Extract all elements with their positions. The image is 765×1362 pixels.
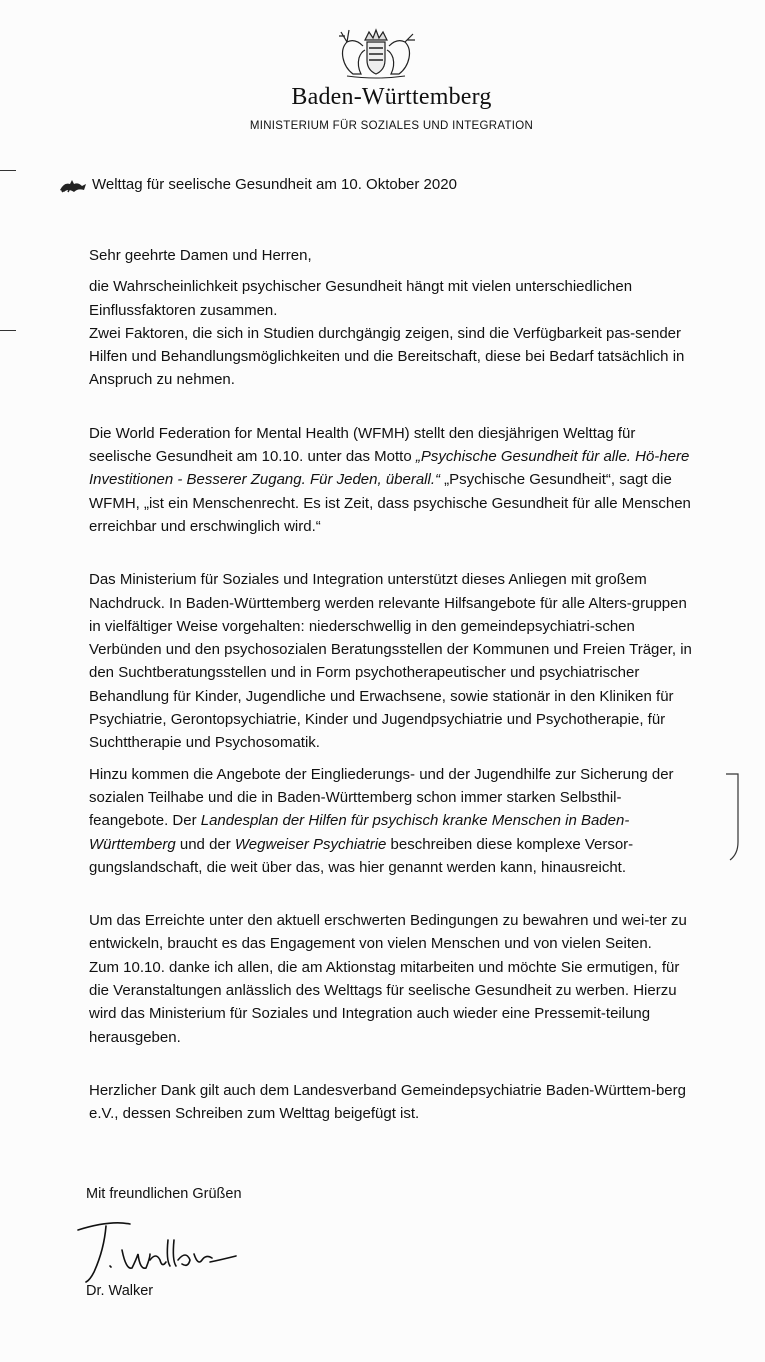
paragraph-7: Zum 10.10. danke ich allen, die am Aktionstag mitarbeiten und möchte Sie ermutigen, für die Veranstaltungen anlässlich des Welttags für seelische Gesundheit zu werben. Hierzu wird das Ministerium für Soziales und Integration auch wieder eine Pressemit-teilung herausgeben. (89, 958, 680, 1046)
paragraph-4: Das Ministerium für Soziales und Integration unterstützt dieses Anliegen mit großem Nachdruck. In Baden-Württemberg werden relevante Hilfsangebote für alle Alters-gruppen in vielfältiger Weise vorgehalten: niederschwellig in den gemeindepsychiatri-schen Verbünden und den psychosozialen Beratungsstellen der Kommunen und Freien Träger, in den Suchtberatungsstellen und in Form psychotherapeutischer und psychiatrischer Behandlung für Kinder, Jugendliche und Erwachsene, sowie stationär in den Kliniken für Psychiatrie, Gerontopsychiatrie, Kinder und Jugendpsychiatrie und Psychotherapie, für Suchttherapie und Psychosomatik. (89, 571, 692, 752)
letter-body (89, 244, 699, 1126)
motto-text: „Psychische Gesundheit für alle. Hö-here Investitionen - Besserer Zugang. Für Jeden, überall.“ (89, 448, 690, 489)
paragraph-8: Herzlicher Dank gilt auch dem Landesverband Gemeindepsychiatrie Baden-Württem-berg e.V., dessen Schreiben zum Welttag beigefügt ist. (89, 1081, 686, 1123)
landesplan-title: Landesplan der Hilfen für psychisch kranke Menschen in Baden-Württemberg (89, 812, 630, 853)
paragraph-3-text-a: Die World Federation for Mental Health (WFMH) stellt den diesjährigen Welttag für seelische Gesundheit am 10.10. unter das Motto (89, 424, 636, 466)
paragraph-5-text-b: und der (175, 835, 235, 853)
wegweiser-title: Wegweiser Psychiatrie (234, 835, 387, 853)
fold-mark-middle (0, 330, 16, 331)
coat-of-arms-icon (333, 28, 419, 80)
subject-line: Welttag für seelische Gesundheit am 10. Oktober 2020 (92, 176, 457, 193)
lion-logo-icon (58, 178, 88, 194)
paragraph-3 (89, 422, 699, 538)
signer-name: Dr. Walker (86, 1283, 154, 1299)
paragraph-1: die Wahrscheinlichkeit psychischer Gesundheit hängt mit vielen unterschiedlichen Einflussfaktoren zusammen. (89, 278, 633, 319)
fold-mark-top (0, 170, 16, 171)
paragraph-3-text-b: „Psychische Gesundheit“, sagt die WFMH, „ist ein Menschenrecht. Es ist Zeit, dass psychische Gesundheit für alle Menschen erreichbar und erschwinglich wird.“ (89, 471, 691, 535)
margin-bracket (724, 772, 746, 862)
closing-greeting: Mit freundlichen Grüßen (86, 1186, 242, 1202)
paragraph-5-text-c: beschreiben diese komplexe Versor-gungslandschaft, die weit über das, was hier genannt werden kann, hinausreicht. (89, 835, 634, 876)
paragraph-5 (89, 763, 699, 879)
paragraph-5-text-a: Hinzu kommen die Angebote der Eingliederungs- und der Jugendhilfe zur Sicherung der sozialen Teilhabe und die in Baden-Württemberg schon immer starken Selbsthil-feangebote. Der (89, 765, 674, 830)
paragraph-6: Um das Erreichte unter den aktuell erschwerten Bedingungen zu bewahren und wei-ter zu entwickeln, braucht es das Engagement von vielen Menschen und von vielen Seiten. (89, 912, 687, 953)
salutation: Sehr geehrte Damen und Herren, (89, 247, 312, 264)
paragraph-2: Zwei Faktoren, die sich in Studien durchgängig zeigen, sind die Verfügbarkeit pas-sender Hilfen und Behandlungsmöglichkeiten und die Bereitschaft, diese bei Bedarf tatsächlich in Anspruch zu nehmen. (89, 324, 685, 389)
state-name: Baden-Württemberg (291, 84, 492, 110)
ministry-name: MINISTERIUM FÜR SOZIALES UND INTEGRATION (249, 120, 534, 132)
